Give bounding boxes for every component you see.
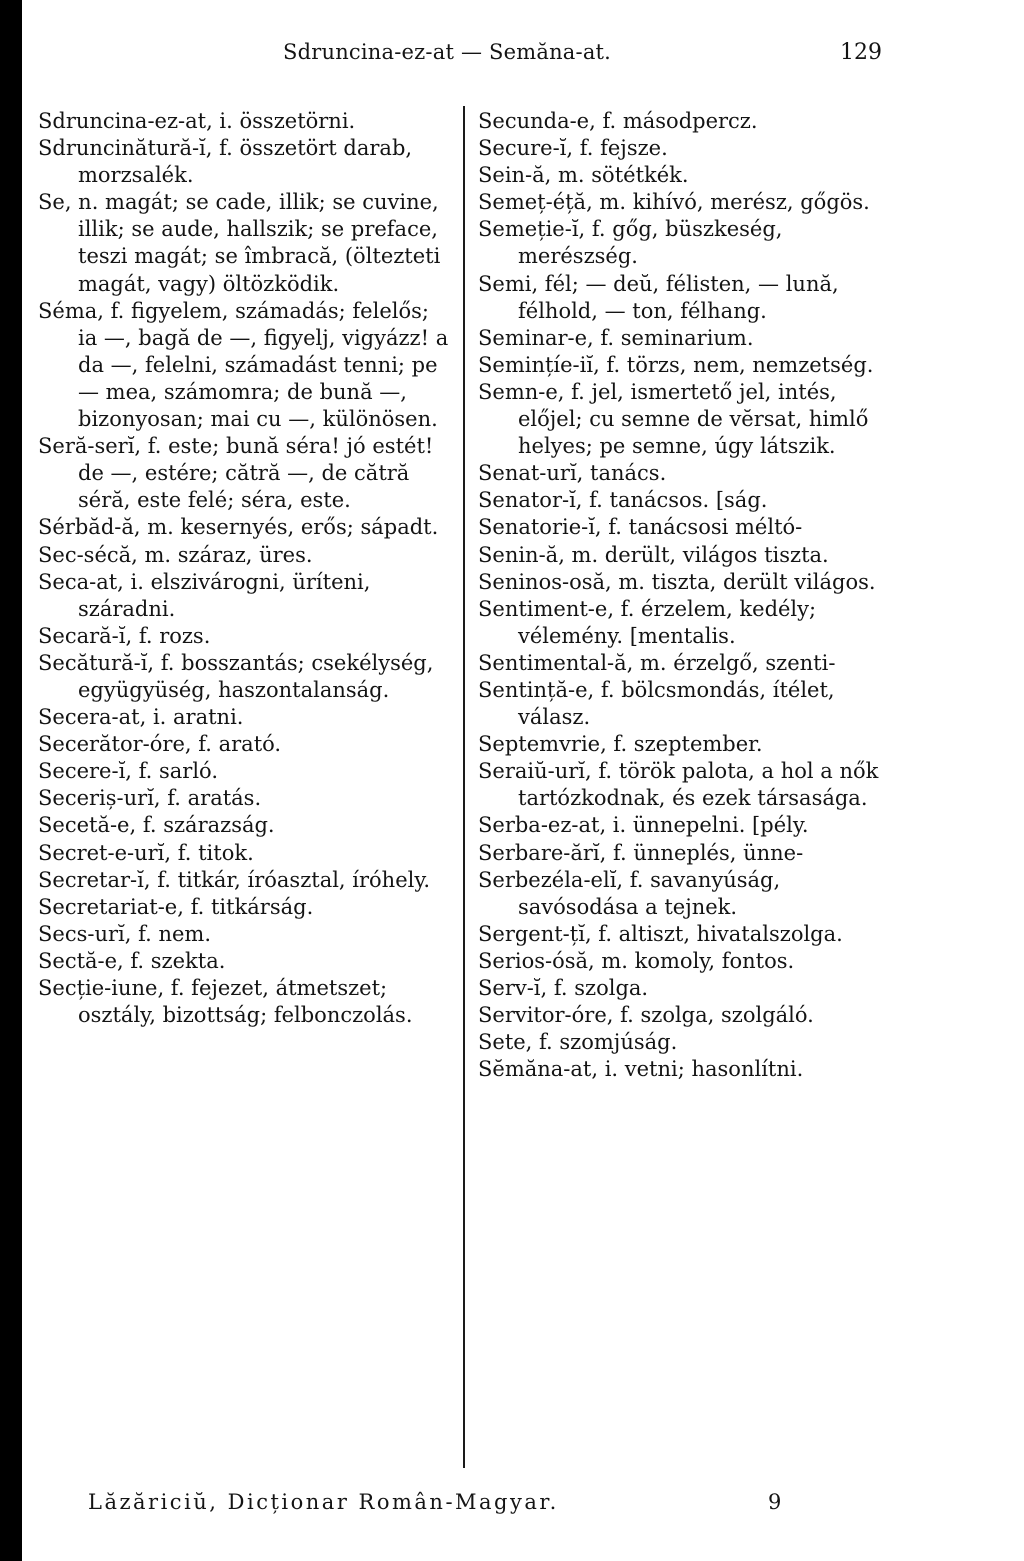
dictionary-entry: Servitor-óre, f. szolga, szolgáló. [478, 1003, 814, 1028]
dictionary-entry: Semeț-éță, m. kihívó, merész, gőgös. [478, 190, 870, 215]
dictionary-entry: Sérbăd-ă, m. kesernyés, erős; sápadt. [38, 515, 439, 540]
dictionary-entry: Seceriș-urĭ, f. aratás. [38, 786, 262, 811]
running-head: Sdruncina-ez-at — Semăna-at. [283, 40, 612, 64]
dictionary-entry: Serbare-ărĭ, f. ünneplés, ünne- [478, 840, 804, 865]
dictionary-entry: Seninos-osă, m. tiszta, derült világos. [478, 569, 876, 594]
dictionary-entry: Secară-ĭ, f. rozs. [38, 623, 211, 648]
page-number: 129 [840, 40, 882, 65]
dictionary-entry: Sdruncina-ez-at, i. összetörni. [38, 109, 356, 133]
dictionary-entry: Seca-at, i. elszivárogni, üríteni, száradni. [38, 569, 371, 621]
dictionary-entry: Seră-serĭ, f. este; bună séra! jó estét! de —, estére; cătră —, de cătră séră, este felé; séra, este. [38, 434, 434, 513]
dictionary-entry: Semn-e, f. jel, ismertető jel, intés, előjel; cu semne de vĕrsat, himlő helyes; pe semne, úgy látszik. [478, 379, 869, 459]
dictionary-entry: Secunda-e, f. másodpercz. [478, 109, 758, 133]
dictionary-entry: Secetă-e, f. szárazság. [38, 813, 275, 838]
dictionary-entry: Sdruncinătură-ĭ, f. összetört darab, morzsalék. [38, 136, 413, 188]
dictionary-entry: Sec-sécă, m. száraz, üres. [38, 542, 313, 567]
dictionary-entry: Secere-ĭ, f. sarló. [38, 759, 219, 784]
dictionary-entry: Secure-ĭ, f. fejsze. [478, 136, 668, 161]
dictionary-entry: Septemvrie, f. szeptember. [478, 732, 763, 757]
dictionary-entry: Seraiŭ-urĭ, f. török palota, a hol a nők tartózkodnak, és ezek társasága. [478, 759, 879, 811]
dictionary-entry: Secs-urĭ, f. nem. [38, 921, 211, 946]
dictionary-entry: Serbezéla-elĭ, f. savanyúság, savósodása a tejnek. [478, 867, 781, 919]
dictionary-entry: Senatorie-ĭ, f. tanácsosi méltó- [478, 515, 803, 540]
dictionary-entry: Sete, f. szomjúság. [478, 1030, 678, 1055]
right-column [478, 108, 898, 1083]
left-column [38, 108, 450, 1029]
dictionary-entry: Semi, fél; — deŭ, félisten, — lună, félhold, — ton, félhang. [478, 271, 839, 323]
footer-imprint: Lăzăriciŭ, Dicționar Român-Magyar. [88, 1490, 559, 1514]
dictionary-entry: Serv-ĭ, f. szolga. [478, 976, 649, 1000]
dictionary-entry: Secție-iune, f. fejezet, átmetszet; osztály, bizottság; felbonczolás. [38, 976, 413, 1028]
dictionary-entry: Secătură-ĭ, f. bosszantás; csekélység, együgyüség, haszontalanság. [38, 650, 434, 702]
dictionary-entry: Seminar-e, f. seminarium. [478, 325, 754, 350]
dictionary-entry: Sentință-e, f. bölcsmondás, ítélet, válasz. [478, 677, 835, 730]
dictionary-entry: Sectă-e, f. szekta. [38, 948, 226, 973]
scan-edge-bar [0, 0, 22, 1561]
column-divider [463, 106, 465, 1468]
dictionary-entry: Senator-ĭ, f. tanácsos. [ság. [478, 488, 768, 513]
dictionary-entry: Serios-ósă, m. komoly, fontos. [478, 948, 795, 973]
dictionary-entry: Se, n. magát; se cade, illik; se cuvine, illik; se aude, hallszik; se preface, teszi magát; se îmbracă, (öltezteti magát, vagy) öltözködik. [38, 190, 441, 296]
dictionary-entry: Séma, f. figyelem, számadás; felelős; ia —, bagă de —, figyelj, vigyázz! a da —, felelni, számadást tenni; pe — mea, számomra; de bună —, bizonyosan; mai cu —, különösen. [38, 298, 449, 432]
dictionary-entry: Secretariat-e, f. titkárság. [38, 894, 314, 919]
dictionary-entry: Secera-at, i. aratni. [38, 705, 244, 730]
dictionary-entry: Secretar-ĭ, f. titkár, íróasztal, íróhely. [38, 867, 431, 892]
dictionary-entry: Sĕmăna-at, i. vetni; hasonlítni. [478, 1057, 804, 1082]
dictionary-entry: Senat-urĭ, tanács. [478, 461, 667, 486]
dictionary-entry: Sein-ă, m. sötétkék. [478, 163, 689, 188]
dictionary-entry: Serba-ez-at, i. ünnepelni. [pély. [478, 813, 809, 838]
dictionary-entry: Sergent-țĭ, f. altiszt, hivatalszolga. [478, 921, 843, 946]
dictionary-entry: Sentiment-e, f. érzelem, kedély; vélemény. [mentalis. [478, 596, 817, 648]
dictionary-entry: Semințíe-iĭ, f. törzs, nem, nemzetség. [478, 352, 874, 377]
dictionary-entry: Semeție-ĭ, f. gőg, büszkeség, merészség. [478, 217, 783, 269]
signature-mark: 9 [768, 1490, 782, 1514]
dictionary-entry: Secret-e-urĭ, f. titok. [38, 840, 254, 865]
dictionary-entry: Senin-ă, m. derült, világos tiszta. [478, 542, 829, 567]
dictionary-entry: Secerător-óre, f. arató. [38, 732, 282, 757]
dictionary-entry: Sentimental-ă, m. érzelgő, szenti- [478, 650, 836, 675]
